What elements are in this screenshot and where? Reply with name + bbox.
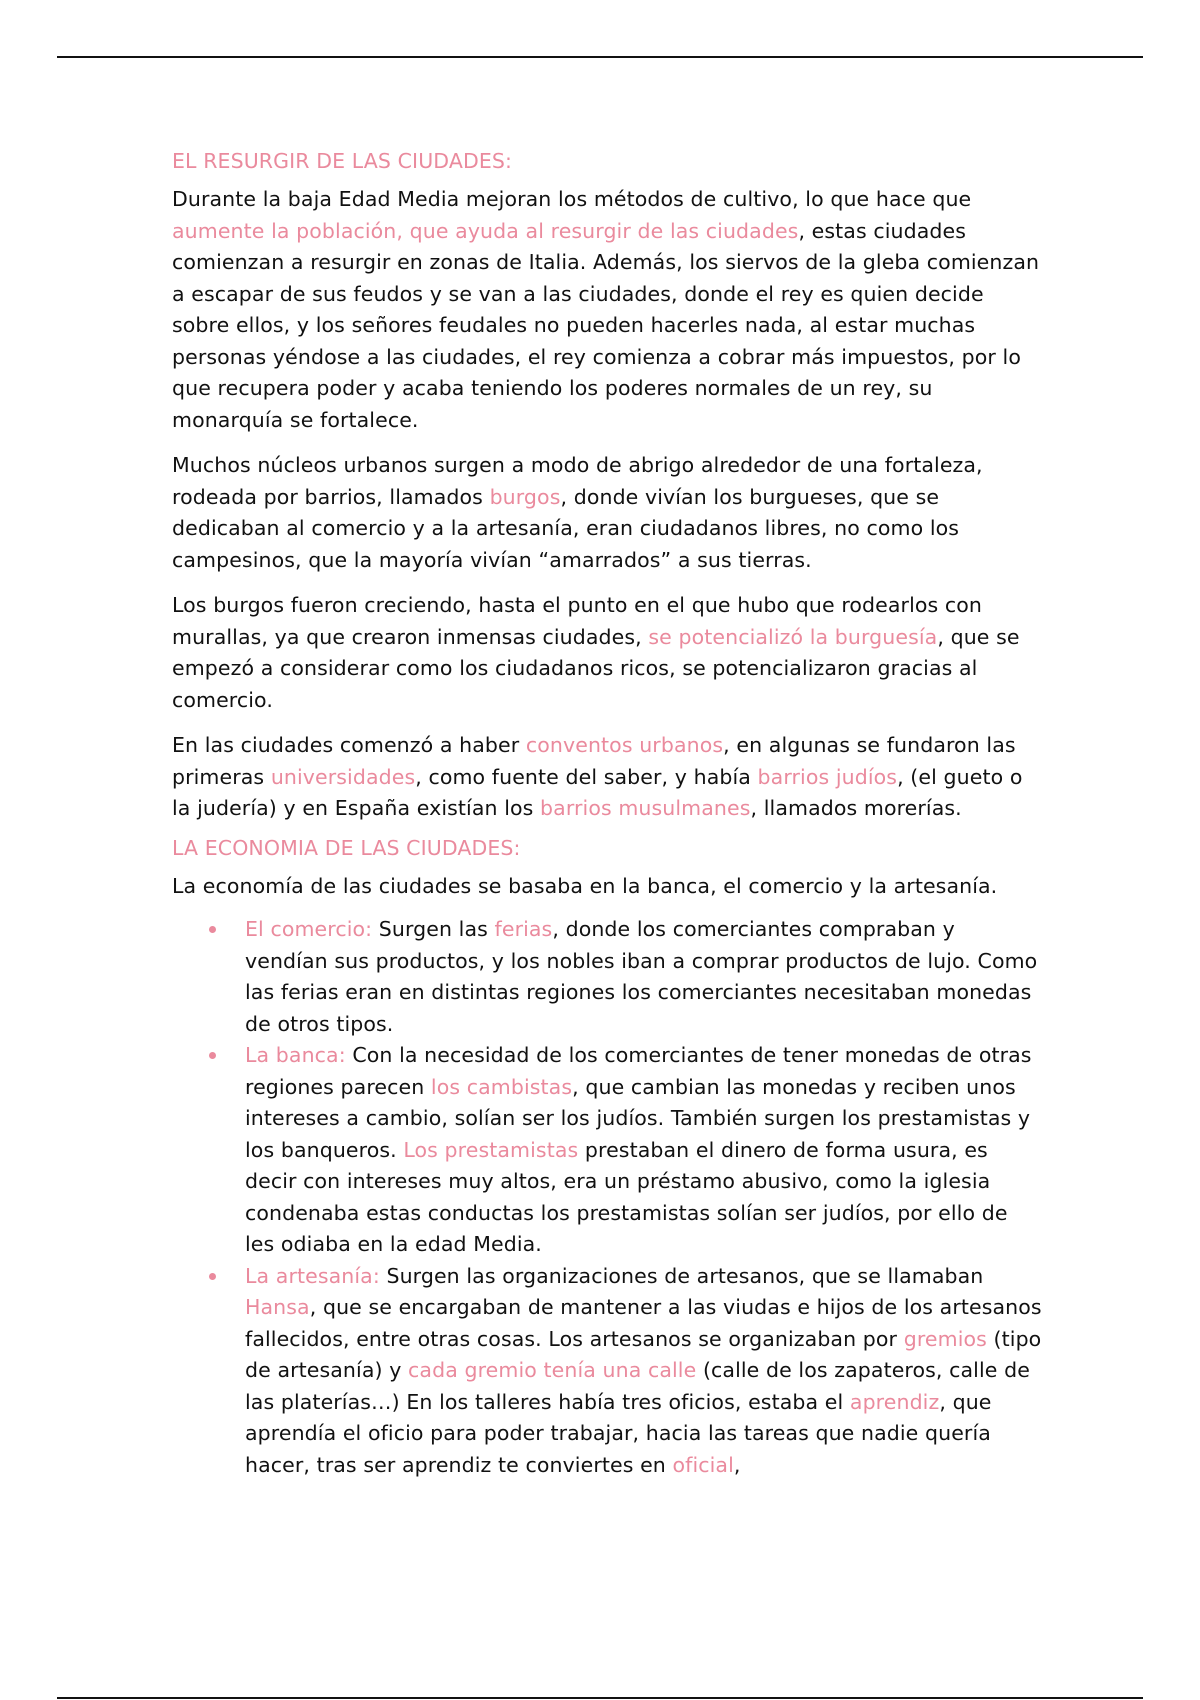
bottom-rule: [57, 1697, 1143, 1699]
highlighted-term: oficial: [672, 1452, 734, 1477]
section-title-economia: LA ECONOMIA DE LAS CIUDADES:: [172, 835, 521, 860]
highlighted-term: gremios: [903, 1326, 987, 1351]
highlighted-term: se potencializó la burguesía: [648, 624, 938, 649]
list-item-comercio: [245, 914, 1042, 1040]
highlighted-term: cada gremio tenía una calle: [408, 1358, 697, 1382]
paragraph: [172, 730, 1042, 825]
text-run: (tipo de artesanía) y: [245, 1326, 1042, 1382]
highlighted-term: ferias: [494, 917, 553, 941]
text-run: , llamados morerías.: [750, 796, 962, 820]
highlighted-term: aumente la población, que ayuda al resurgir de las ciudades: [172, 218, 799, 243]
text-run: , donde vivían los burgueses, que se dedicaban al comercio y a la artesanía, eran ciudadanos libres, no como los campesinos, que la mayoría vivían “amarrados” a sus tierras.: [172, 484, 960, 572]
highlighted-term: burgos: [489, 484, 561, 509]
text-run: Los burgos fueron creciendo, hasta el punto en el que hubo que rodearlos con murallas, ya que crearon inmensas ciudades,: [172, 593, 983, 649]
text-run: En las ciudades comenzó a haber: [172, 733, 526, 757]
text-run: ,: [733, 1452, 741, 1477]
text-run: prestaban el dinero de forma usura, es decir con intereses muy altos, era un préstamo abusivo, como la iglesia condenaba estas conductas los prestamistas solían ser judíos, por ello de les odiaba en la edad Media.: [245, 1137, 1008, 1256]
top-rule: [57, 56, 1143, 58]
list-item-text: [245, 1043, 1032, 1256]
text-run: , que cambian las monedas y reciben unos intereses a cambio, solían ser los judíos. También surgen los prestamistas y los banqueros.: [245, 1074, 1031, 1162]
bullet-icon: [209, 1052, 216, 1059]
bullet-icon: [209, 1273, 216, 1280]
text-run: Con la necesidad de los comerciantes de tener monedas de otras regiones parecen: [245, 1043, 1032, 1099]
text-run: , en algunas se fundaron las primeras: [172, 733, 1016, 789]
text-run: , como fuente del saber, y había: [415, 764, 758, 789]
highlighted-term: La artesanía:: [245, 1263, 380, 1288]
text-run: La economía de las ciudades se basaba en la banca, el comercio y la artesanía.: [172, 873, 998, 898]
highlighted-term: universidades: [270, 764, 416, 789]
text-run: , que se encargaban de mantener a las viudas e hijos de los artesanos fallecidos, entre otras cosas. Los artesanos se organizaban por: [245, 1295, 1042, 1351]
highlighted-term: barrios musulmanes: [540, 796, 751, 820]
document-body: [172, 148, 1042, 1481]
bullet-icon: [209, 926, 216, 933]
text-run: , donde los comerciantes compraban y vendían sus productos, y los nobles iban a comprar productos de lujo. Como las ferias eran en distintas regiones los comerciantes necesitaban monedas de otros tipos.: [245, 917, 1038, 1036]
highlighted-term: barrios judíos: [757, 764, 898, 789]
text-run: , que se empezó a considerar como los ciudadanos ricos, se potencializaron gracias al comercio.: [172, 624, 1020, 712]
text-run: , estas ciudades comienzan a resurgir en zonas de Italia. Además, los siervos de la gleba comienzan a escapar de sus feudos y se van a las ciudades, donde el rey es quien decide sobre ellos, y los señores feudales no pueden hacerles nada, al estar muchas personas yéndose a las ciudades, el rey comienza a cobrar más impuestos, por lo que recupera poder y acaba teniendo los poderes normales de un rey, su monarquía se fortalece.: [172, 218, 1040, 432]
paragraph-intro: [172, 871, 1042, 903]
list-item-artesania: [245, 1261, 1042, 1482]
highlighted-term: Hansa: [245, 1295, 310, 1319]
highlighted-term: El comercio:: [245, 917, 373, 941]
section-title-resurgir: EL RESURGIR DE LAS CIUDADES:: [172, 149, 513, 173]
list-item-text: [245, 917, 1037, 1036]
text-run: , que aprendía el oficio para poder trabajar, hacia las tareas que nadie quería hacer, tras ser aprendiz te conviertes en: [245, 1389, 992, 1477]
list-item-text: [245, 1264, 1042, 1477]
highlighted-term: aprendiz: [849, 1389, 940, 1414]
text-run: , (el gueto o la judería) y en España existían los: [172, 764, 1023, 820]
highlighted-term: La banca:: [245, 1043, 346, 1067]
list-item-banca: [245, 1040, 1042, 1261]
highlighted-term: conventos urbanos: [525, 733, 724, 757]
text-run: Durante la baja Edad Media mejoran los métodos de cultivo, lo que hace que: [172, 187, 972, 211]
highlighted-term: los cambistas: [430, 1074, 573, 1099]
paragraph: [172, 450, 1042, 576]
text-run: Surgen las: [372, 917, 495, 941]
highlighted-term: Los prestamistas: [403, 1137, 579, 1162]
text-run: Muchos núcleos urbanos surgen a modo de abrigo alrededor de una fortaleza, rodeada por barrios, llamados: [172, 453, 983, 509]
paragraph: [172, 590, 1042, 716]
paragraph: [172, 184, 1042, 436]
text-run: (calle de los zapateros, calle de las platerías…) En los talleres había tres oficios, estaba el: [245, 1358, 1030, 1414]
text-run: Surgen las organizaciones de artesanos, que se llamaban: [379, 1263, 984, 1288]
economy-list: [172, 914, 1042, 1481]
